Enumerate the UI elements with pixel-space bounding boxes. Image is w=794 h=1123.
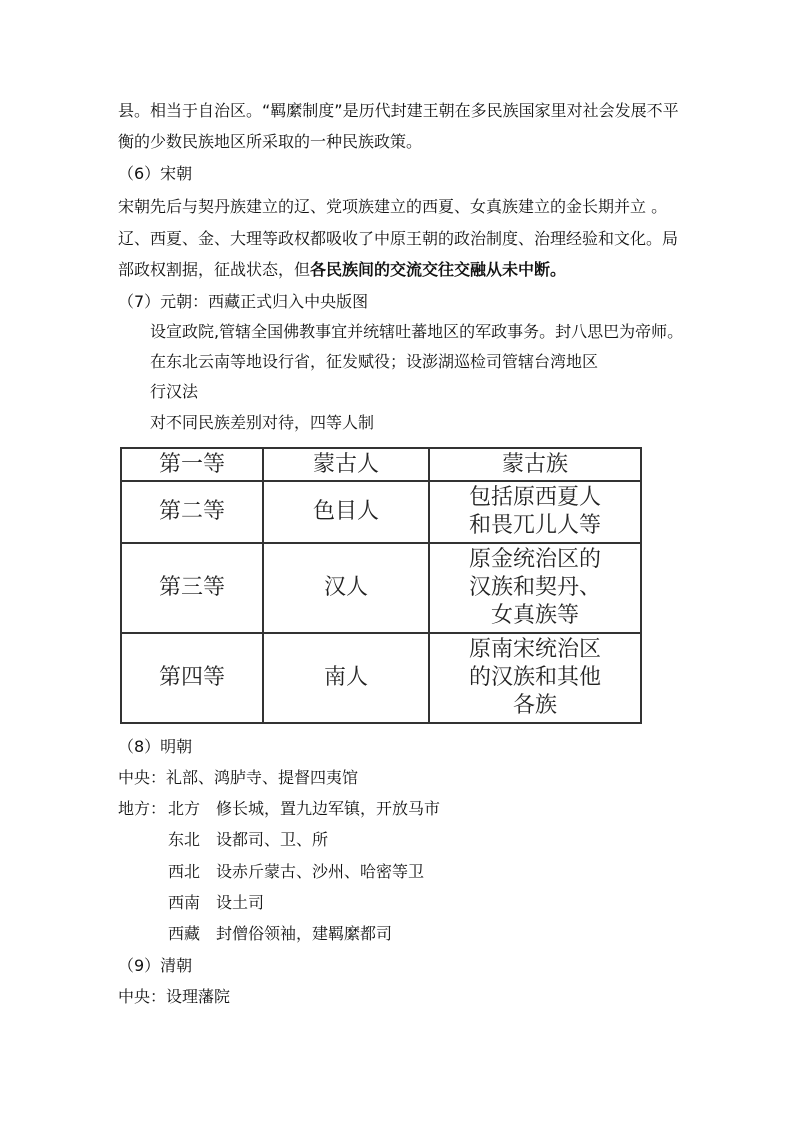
qing-heading: （9）清朝: [118, 956, 193, 975]
table-row: [121, 543, 641, 633]
desc-cell: [429, 448, 641, 481]
ming-local-label: 地方：: [118, 799, 167, 818]
desc-line: 和畏兀儿人等: [468, 513, 601, 538]
ming-local-policy: 设赤斤蒙古、沙州、哈密等卫: [216, 862, 425, 881]
desc-cell: [429, 543, 641, 633]
ming-central: 中央：礼部、鸿胪寺、提督四夷馆: [118, 768, 359, 787]
song-heading: （6）宋朝: [118, 164, 193, 183]
ming-heading: （8）明朝: [118, 737, 193, 756]
desc-cell: [429, 481, 641, 543]
desc-cell: [429, 633, 641, 723]
desc-line: 女真族等: [490, 603, 579, 628]
yuan-heading: （7）元朝：西藏正式归入中央版图: [118, 292, 369, 311]
intro-line-1: 县。相当于自治区。“羁縻制度”是历代封建王朝在多民族国家里对社会发展不平: [118, 101, 679, 120]
yuan-item-3: 行汉法: [150, 382, 199, 401]
desc-line: 的汉族和其他: [468, 665, 601, 690]
yuan-item-1: 设宣政院,管辖全国佛教事宜并统辖吐蕃地区的军政事务。封八思巴为帝师。: [150, 322, 684, 341]
song-line-3-normal: 部政权割据，征战状态，但: [118, 260, 311, 279]
ming-local-region: 西北: [168, 862, 201, 881]
ming-local-policy: 修长城，置九边军镇，开放马市: [216, 799, 441, 818]
rank-cell: 第一等: [121, 448, 263, 481]
ming-local-policy: 设土司: [216, 893, 265, 912]
song-line-1: 宋朝先后与契丹族建立的辽、党项族建立的西夏、女真族建立的金长期并立 。: [118, 197, 668, 216]
rank-table: [120, 447, 642, 724]
name-cell: 南人: [263, 633, 429, 723]
ming-local-region: 东北: [168, 830, 201, 849]
desc-line: 各族: [512, 693, 557, 718]
ming-local-region: 西南: [168, 893, 201, 912]
ming-local-policy: 封僧俗领袖，建羁縻都司: [216, 924, 393, 943]
intro-line-2: 衡的少数民族地区所采取的一种民族政策。: [118, 132, 423, 151]
ming-local-region: 北方: [168, 799, 201, 818]
desc-line: 汉族和契丹、: [468, 575, 601, 600]
rank-cell: 第四等: [121, 633, 263, 723]
table-row: [121, 448, 641, 481]
qing-central: 中央：设理藩院: [118, 987, 231, 1006]
table-row: [121, 633, 641, 723]
name-cell: 色目人: [263, 481, 429, 543]
yuan-item-4: 对不同民族差别对待，四等人制: [150, 413, 375, 432]
name-cell: 汉人: [263, 543, 429, 633]
song-line-3: [118, 260, 566, 280]
ming-local-policy: 设都司、卫、所: [216, 830, 329, 849]
ming-local-region: 西藏: [168, 924, 201, 943]
desc-line: 包括原西夏人: [468, 485, 601, 510]
table-row: [121, 481, 641, 543]
desc-line: 原南宋统治区: [468, 637, 601, 662]
desc-line: 原金统治区的: [468, 547, 601, 572]
rank-cell: 第二等: [121, 481, 263, 543]
desc-line: 蒙古族: [501, 451, 568, 477]
song-line-3-bold: 各民族间的交流交往交融从未中断。: [310, 260, 567, 279]
yuan-item-2: 在东北云南等地设行省，征发赋役；设澎湖巡检司管辖台湾地区: [150, 352, 599, 371]
name-cell: 蒙古人: [263, 448, 429, 481]
rank-cell: 第三等: [121, 543, 263, 633]
song-line-2: 辽、西夏、金、大理等政权都吸收了中原王朝的政治制度、治理经验和文化。局: [118, 229, 679, 248]
